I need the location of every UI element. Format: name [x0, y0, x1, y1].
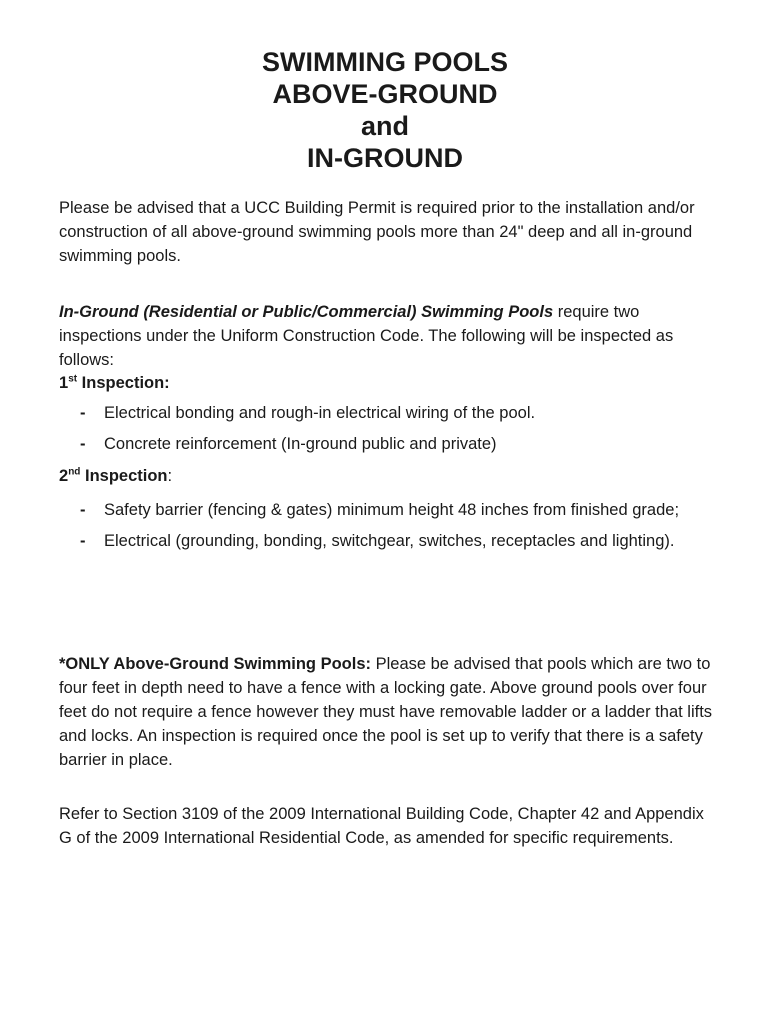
second-inspection-label: Inspection	[80, 467, 168, 485]
first-inspection-heading	[59, 371, 719, 395]
list-item	[80, 401, 700, 425]
bullet-dash: -	[80, 501, 86, 519]
list-item	[80, 526, 700, 557]
second-inspection-list	[80, 495, 700, 557]
above-ground-text: Please be advised that pools which are two to four feet in depth need to have a fence with a locking gate. Above ground pools over four feet do not require a fence however they must have removable ladder or a ladder that lifts and locks. An inspection is required once the pool is set up to verify that there is a safety barrier in place.	[59, 655, 713, 769]
reference-paragraph: Refer to Section 3109 of the 2009 International Building Code, Chapter 42 and Appendix G of the 2009 International Residential Code, as amended for specific requirements.	[59, 805, 704, 847]
list-item-text: Electrical bonding and rough-in electrical wiring of the pool.	[104, 404, 536, 422]
title-line-1: SWIMMING POOLS	[262, 47, 508, 77]
document-title	[0, 46, 770, 174]
bullet-dash: -	[80, 532, 86, 550]
bullet-dash: -	[80, 435, 86, 453]
list-item-text: Concrete reinforcement (In-ground public and private)	[104, 435, 497, 453]
first-inspection-label: Inspection:	[77, 374, 170, 392]
above-ground-paragraph	[59, 652, 719, 772]
above-ground-lead: *ONLY Above-Ground Swimming Pools:	[59, 655, 372, 673]
inground-text: require two inspections under the Uniform Construction Code. The following will be inspected as follows:	[59, 303, 674, 369]
list-item	[80, 495, 700, 526]
list-item	[80, 432, 700, 456]
second-inspection-number: 2	[59, 467, 69, 485]
list-item-text: Safety barrier (fencing & gates) minimum height 48 inches from finished grade;	[104, 501, 680, 519]
list-item-text: Electrical (grounding, bonding, switchgear, switches, receptacles and lighting).	[104, 532, 675, 550]
title-line-4: IN-GROUND	[307, 143, 463, 173]
intro-paragraph: Please be advised that a UCC Building Permit is required prior to the installation and/or construction of all above-ground swimming pools more than 24" deep and all in-ground swimming pools.	[59, 199, 695, 265]
second-inspection-heading	[59, 464, 719, 488]
second-inspection-ordinal: nd	[68, 466, 81, 478]
bullet-dash: -	[80, 404, 86, 422]
first-inspection-ordinal: st	[68, 373, 78, 385]
first-inspection-list	[80, 401, 700, 463]
inground-paragraph	[59, 300, 719, 372]
title-line-2: ABOVE-GROUND	[272, 79, 498, 109]
second-inspection-colon: :	[167, 467, 173, 485]
title-line-3: and	[360, 111, 409, 141]
inground-lead: In-Ground (Residential or Public/Commercial) Swimming Pools	[59, 303, 554, 321]
first-inspection-number: 1	[59, 374, 69, 392]
